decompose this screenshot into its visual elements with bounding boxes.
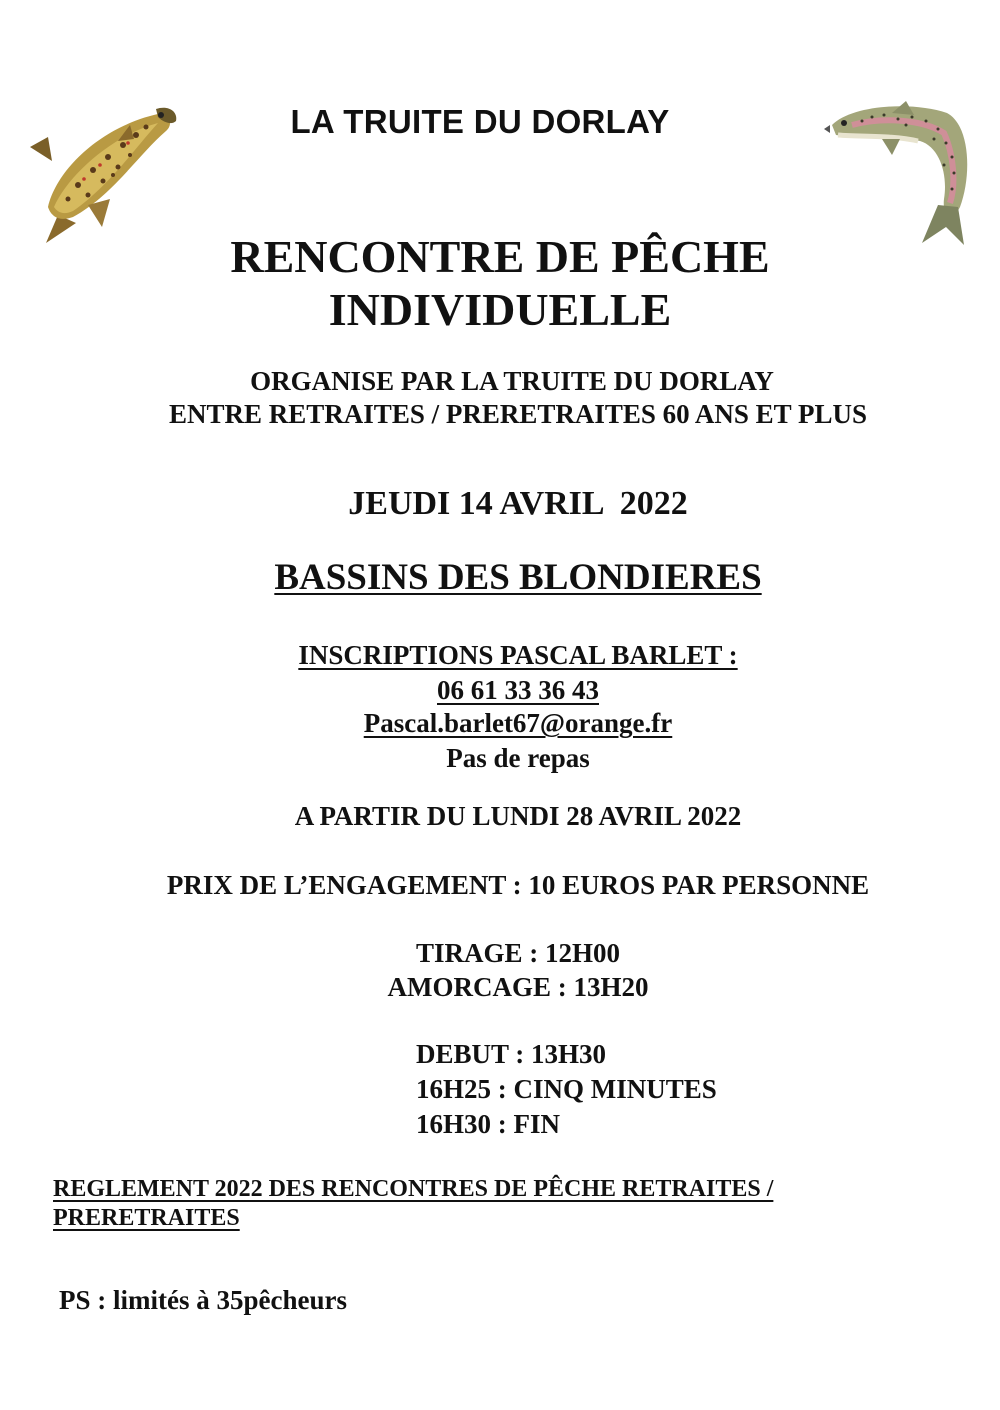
club-name: LA TRUITE DU DORLAY — [290, 103, 670, 140]
rules-link[interactable]: REGLEMENT 2022 DES RENCONTRES DE PÊCHE RETRAITES / PRERETRAITES — [53, 1176, 774, 1231]
ps-note: PS : limités à 35pêcheurs — [59, 1285, 347, 1315]
schedule-bait: AMORCAGE : 13H20 — [387, 972, 649, 1002]
registration-email-link[interactable]: Pascal.barlet67@orange.fr — [363, 708, 673, 738]
event-venue: BASSINS DES BLONDIERES — [274, 557, 762, 598]
schedule-five-minutes: 16H25 : CINQ MINUTES — [416, 1074, 717, 1104]
schedule-start: DEBUT : 13H30 — [416, 1039, 607, 1069]
organizer-line-2: ENTRE RETRAITES / PRERETRAITES 60 ANS ET PLUS — [169, 399, 867, 429]
event-title-line-1: RENCONTRE DE PÊCHE — [230, 231, 770, 282]
registration-phone[interactable]: 06 61 33 36 43 — [437, 675, 599, 705]
schedule-end: 16H30 : FIN — [416, 1109, 560, 1139]
registration-label: INSCRIPTIONS PASCAL BARLET : — [298, 640, 738, 670]
registration-start-date: A PARTIR DU LUNDI 28 AVRIL 2022 — [294, 801, 742, 831]
event-date: JEUDI 14 AVRIL 2022 — [348, 485, 688, 522]
entry-price: PRIX DE L’ENGAGEMENT : 10 EUROS PAR PERSONNE — [166, 870, 870, 900]
meal-note: Pas de repas — [446, 743, 590, 773]
schedule-draw: TIRAGE : 12H00 — [415, 938, 621, 968]
organizer-line-1: ORGANISE PAR LA TRUITE DU DORLAY — [250, 366, 774, 396]
event-title-line-2: INDIVIDUELLE — [328, 284, 672, 335]
